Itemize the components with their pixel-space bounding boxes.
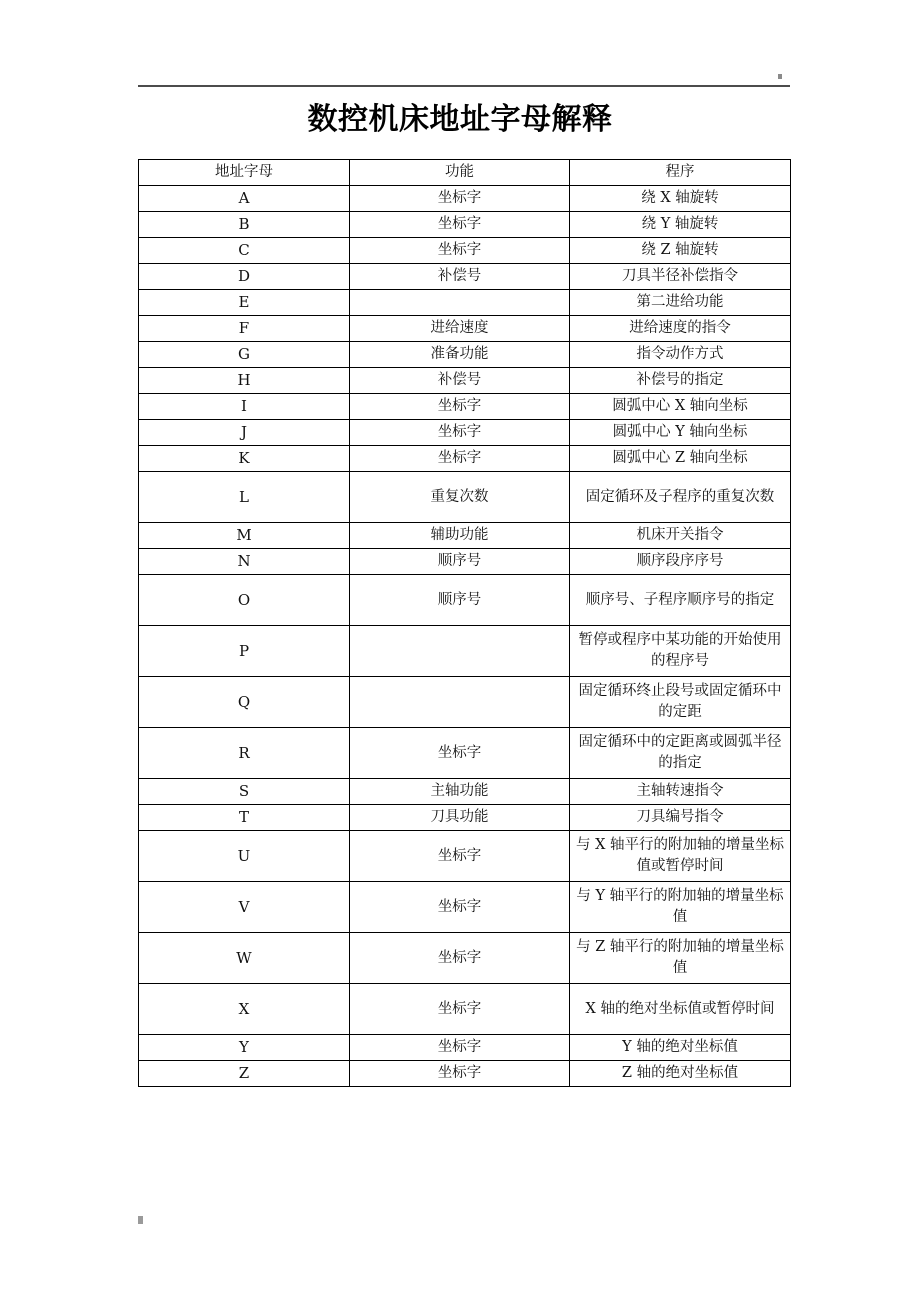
cell-function: 辅助功能 <box>350 523 570 549</box>
page-header <box>0 0 920 92</box>
table-row <box>139 264 791 290</box>
table-header-row <box>139 160 791 186</box>
cell-function: 补偿号 <box>350 368 570 394</box>
cell-program: 绕 X 轴旋转 <box>570 186 791 212</box>
cell-address-letter: F <box>139 316 350 342</box>
table-row <box>139 626 791 677</box>
cell-program: 顺序段序序号 <box>570 549 791 575</box>
cell-program: 指令动作方式 <box>570 342 791 368</box>
page-title: 数控机床地址字母解释 <box>307 102 613 137</box>
table-row <box>139 549 791 575</box>
table-row <box>139 342 791 368</box>
table-row <box>139 728 791 779</box>
cell-program: 暂停或程序中某功能的开始使用的程序号 <box>570 626 791 677</box>
cell-address-letter: M <box>139 523 350 549</box>
cell-address-letter: O <box>139 575 350 626</box>
table-row <box>139 186 791 212</box>
cell-function: 坐标字 <box>350 984 570 1035</box>
table-row <box>139 831 791 882</box>
cell-function: 坐标字 <box>350 238 570 264</box>
cell-function: 准备功能 <box>350 342 570 368</box>
cell-function: 坐标字 <box>350 186 570 212</box>
cell-function: 坐标字 <box>350 1061 570 1087</box>
table-row <box>139 805 791 831</box>
table-row <box>139 779 791 805</box>
cell-program: 进给速度的指令 <box>570 316 791 342</box>
cell-program: 顺序号、子程序顺序号的指定 <box>570 575 791 626</box>
table-row <box>139 212 791 238</box>
cell-address-letter: Z <box>139 1061 350 1087</box>
cell-function <box>350 677 570 728</box>
column-header-program: 程序 <box>570 160 791 186</box>
header-divider-rule <box>138 85 790 87</box>
cell-program: 圆弧中心 Y 轴向坐标 <box>570 420 791 446</box>
table-row <box>139 472 791 523</box>
cell-address-letter: E <box>139 290 350 316</box>
cell-address-letter: Y <box>139 1035 350 1061</box>
address-letter-table-container <box>138 159 790 1087</box>
cell-function <box>350 626 570 677</box>
table-row <box>139 984 791 1035</box>
table-row <box>139 677 791 728</box>
cell-address-letter: T <box>139 805 350 831</box>
column-header-function: 功能 <box>350 160 570 186</box>
cell-address-letter: L <box>139 472 350 523</box>
cell-address-letter: G <box>139 342 350 368</box>
table-row <box>139 882 791 933</box>
cell-program: 固定循环中的定距离或圆弧半径的指定 <box>570 728 791 779</box>
table-row <box>139 1061 791 1087</box>
cell-program: 圆弧中心 X 轴向坐标 <box>570 394 791 420</box>
cell-function: 重复次数 <box>350 472 570 523</box>
cell-address-letter: S <box>139 779 350 805</box>
cell-function: 坐标字 <box>350 1035 570 1061</box>
cell-program: 刀具半径补偿指令 <box>570 264 791 290</box>
cell-address-letter: R <box>139 728 350 779</box>
address-letter-table <box>138 159 791 1087</box>
cell-function: 坐标字 <box>350 212 570 238</box>
table-row <box>139 316 791 342</box>
cell-function: 坐标字 <box>350 446 570 472</box>
table-row <box>139 523 791 549</box>
table-row <box>139 575 791 626</box>
cell-address-letter: W <box>139 933 350 984</box>
cell-address-letter: Q <box>139 677 350 728</box>
cell-function: 坐标字 <box>350 394 570 420</box>
cell-function: 主轴功能 <box>350 779 570 805</box>
table-row <box>139 420 791 446</box>
cell-address-letter: N <box>139 549 350 575</box>
cell-program: 固定循环及子程序的重复次数 <box>570 472 791 523</box>
cell-program: 绕 Z 轴旋转 <box>570 238 791 264</box>
cell-program: 机床开关指令 <box>570 523 791 549</box>
table-row <box>139 933 791 984</box>
cell-program: X 轴的绝对坐标值或暂停时间 <box>570 984 791 1035</box>
cell-function: 顺序号 <box>350 575 570 626</box>
cell-program: 第二进给功能 <box>570 290 791 316</box>
cell-address-letter: H <box>139 368 350 394</box>
table-row <box>139 368 791 394</box>
cell-program: 圆弧中心 Z 轴向坐标 <box>570 446 791 472</box>
cell-program: 与 X 轴平行的附加轴的增量坐标值或暂停时间 <box>570 831 791 882</box>
footer-artifact-mark: · <box>138 1216 143 1224</box>
cell-program: 固定循环终止段号或固定循环中的定距 <box>570 677 791 728</box>
cell-address-letter: A <box>139 186 350 212</box>
table-body <box>139 186 791 1087</box>
table-row <box>139 394 791 420</box>
cell-function: 坐标字 <box>350 831 570 882</box>
column-header-address-letter: 地址字母 <box>139 160 350 186</box>
cell-address-letter: P <box>139 626 350 677</box>
cell-function: 进给速度 <box>350 316 570 342</box>
cell-program: 与 Y 轴平行的附加轴的增量坐标值 <box>570 882 791 933</box>
cell-address-letter: X <box>139 984 350 1035</box>
cell-function: 坐标字 <box>350 882 570 933</box>
table-row <box>139 1035 791 1061</box>
cell-program: 主轴转速指令 <box>570 779 791 805</box>
cell-program: Z 轴的绝对坐标值 <box>570 1061 791 1087</box>
cell-address-letter: K <box>139 446 350 472</box>
cell-function: 顺序号 <box>350 549 570 575</box>
cell-function <box>350 290 570 316</box>
cell-address-letter: J <box>139 420 350 446</box>
cell-program: 刀具编号指令 <box>570 805 791 831</box>
cell-address-letter: U <box>139 831 350 882</box>
cell-function: 坐标字 <box>350 420 570 446</box>
cell-address-letter: V <box>139 882 350 933</box>
cell-function: 刀具功能 <box>350 805 570 831</box>
table-row <box>139 238 791 264</box>
table-row <box>139 290 791 316</box>
cell-function: 补偿号 <box>350 264 570 290</box>
cell-address-letter: B <box>139 212 350 238</box>
cell-program: Y 轴的绝对坐标值 <box>570 1035 791 1061</box>
cell-program: 补偿号的指定 <box>570 368 791 394</box>
cell-program: 与 Z 轴平行的附加轴的增量坐标值 <box>570 933 791 984</box>
table-row <box>139 446 791 472</box>
cell-address-letter: D <box>139 264 350 290</box>
cell-function: 坐标字 <box>350 933 570 984</box>
header-artifact-mark: · <box>778 74 782 79</box>
cell-address-letter: I <box>139 394 350 420</box>
cell-address-letter: C <box>139 238 350 264</box>
cell-function: 坐标字 <box>350 728 570 779</box>
cell-program: 绕 Y 轴旋转 <box>570 212 791 238</box>
